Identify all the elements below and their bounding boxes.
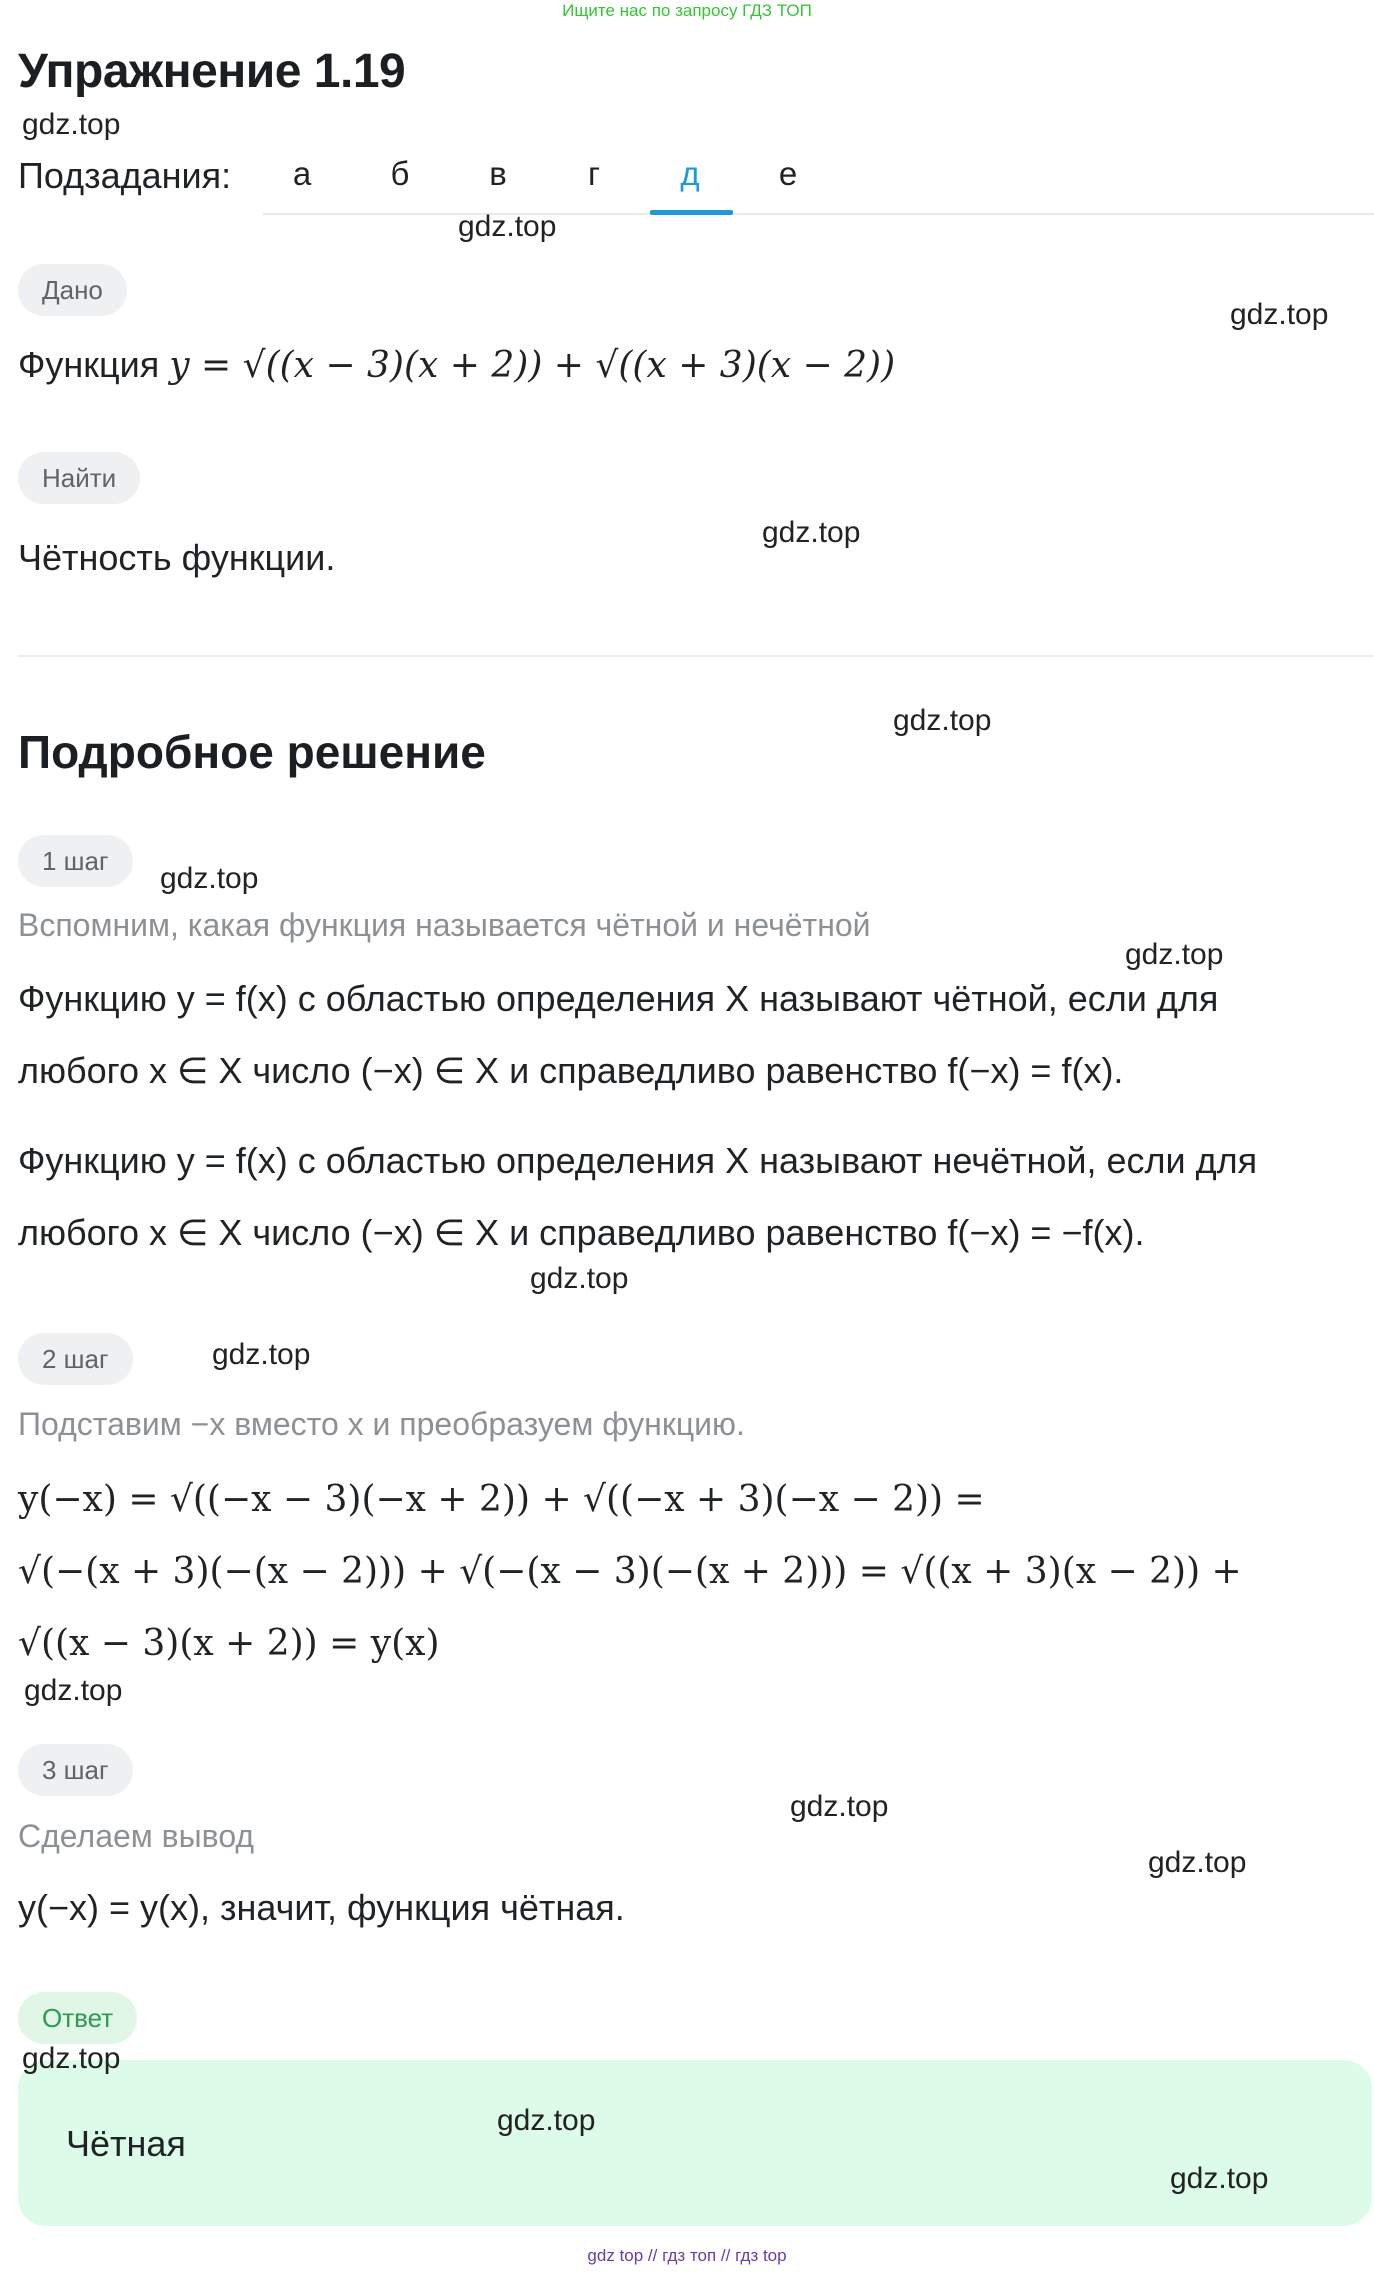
tab-d[interactable]: д xyxy=(680,155,700,192)
find-text: Чётность функции. xyxy=(18,537,336,578)
watermark: gdz.top xyxy=(160,862,259,895)
tab-a[interactable]: а xyxy=(292,155,312,192)
watermark: gdz.top xyxy=(1230,298,1329,331)
step-1-line-4: любого x ∈ X число (−x) ∈ X и справедливо равенство f(−x) = −f(x). xyxy=(18,1212,1145,1253)
tabs-baseline xyxy=(263,213,1374,215)
find-badge: Найти xyxy=(18,452,140,504)
watermark: gdz.top xyxy=(212,1338,311,1371)
solution-title: Подробное решение xyxy=(18,726,486,778)
step-3-badge: 3 шаг xyxy=(18,1744,133,1796)
watermark: gdz.top xyxy=(458,210,557,243)
watermark: gdz.top xyxy=(790,1790,889,1823)
tab-g[interactable]: г xyxy=(587,155,601,192)
step-1-caption: Вспомним, какая функция называется чётной и нечётной xyxy=(18,907,871,943)
step-2-line-3: √((x − 3)(x + 2)) = y(x) xyxy=(18,1623,440,1664)
step-2-line-2: √(−(x + 3)(−(x − 2))) + √(−(x − 3)(−(x + 2))) = √((x + 3)(x − 2)) + xyxy=(18,1551,1242,1592)
given-formula: y = √((x − 3)(x + 2)) + √((x + 3)(x − 2)) xyxy=(169,345,896,386)
given-statement xyxy=(18,342,895,389)
watermark: gdz.top xyxy=(22,108,121,141)
page-title: Упражнение 1.19 xyxy=(18,45,406,98)
given-badge: Дано xyxy=(18,264,127,316)
answer-badge: Ответ xyxy=(18,1992,137,2044)
step-1-line-3: Функцию y = f(x) с областью определения X называют нечётной, если для xyxy=(18,1140,1258,1181)
tab-b[interactable]: б xyxy=(390,155,410,192)
watermark: gdz.top xyxy=(1148,1846,1247,1879)
answer-box xyxy=(18,2060,1372,2226)
footer-links[interactable]: gdz top // гдз топ // гдз top xyxy=(587,2246,787,2265)
step-3-conclusion: y(−x) = y(x), значит, функция чётная. xyxy=(18,1887,625,1928)
tab-e[interactable]: е xyxy=(778,155,798,192)
step-3-caption: Сделаем вывод xyxy=(18,1818,255,1854)
step-2-line-1: y(−x) = √((−x − 3)(−x + 2)) + √((−x + 3)(−x − 2)) = xyxy=(18,1479,985,1520)
step-2-caption: Подставим −x вместо x и преобразуем функцию. xyxy=(18,1406,745,1442)
watermark: gdz.top xyxy=(893,704,992,737)
step-2-badge: 2 шаг xyxy=(18,1333,133,1385)
watermark: gdz.top xyxy=(1125,938,1224,971)
answer-text: Чётная xyxy=(66,2123,186,2164)
watermark: gdz.top xyxy=(1170,2162,1269,2195)
given-prefix: Функция xyxy=(18,344,160,385)
watermark: gdz.top xyxy=(497,2104,596,2137)
subtasks-label: Подзадания: xyxy=(18,155,232,196)
watermark: gdz.top xyxy=(762,516,861,549)
watermark: gdz.top xyxy=(22,2042,121,2075)
watermark: gdz.top xyxy=(24,1674,123,1707)
step-1-line-1: Функцию y = f(x) с областью определения X называют чётной, если для xyxy=(18,978,1219,1019)
section-divider xyxy=(18,655,1374,657)
step-1-line-2: любого x ∈ X число (−x) ∈ X и справедливо равенство f(−x) = f(x). xyxy=(18,1050,1124,1091)
tab-v[interactable]: в xyxy=(489,155,507,192)
step-1-badge: 1 шаг xyxy=(18,835,133,887)
active-tab-indicator xyxy=(650,210,733,215)
search-hint-banner: Ищите нас по запросу ГДЗ ТОП xyxy=(562,1,812,20)
watermark: gdz.top xyxy=(530,1262,629,1295)
